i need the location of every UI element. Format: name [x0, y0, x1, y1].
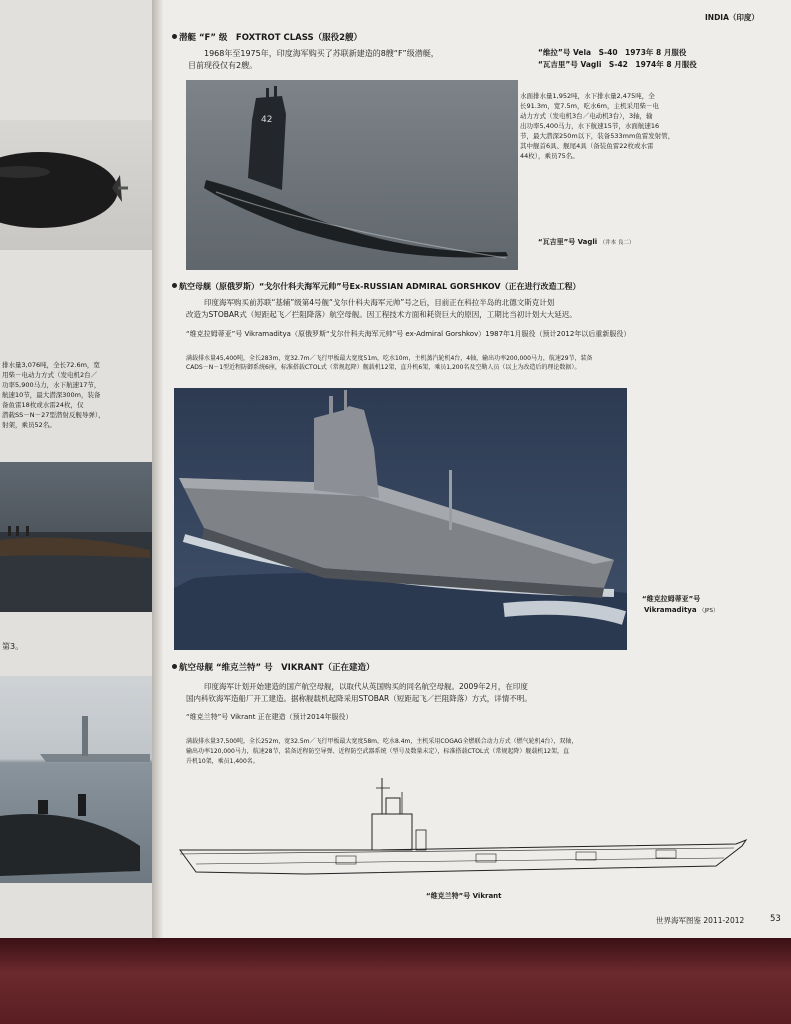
torpedo-image — [0, 120, 152, 250]
submarine-harbor-photo — [0, 676, 152, 883]
bullet-icon — [172, 283, 177, 288]
bullet-icon — [172, 664, 177, 669]
bullet-icon — [172, 34, 177, 39]
foxtrot-photo-credit: （井本 良二） — [599, 240, 635, 246]
submarine-surface-image — [0, 462, 152, 612]
gorshkov-heading: 航空母舰（原俄罗斯）“戈尔什科夫海军元帅”号Ex-RUSSIAN ADMIRAL GORSHKOV（正在进行改造工程） — [172, 282, 581, 292]
torpedo-photo — [0, 120, 152, 250]
footer-book-title: 世界海军图鉴 2011-2012 — [656, 916, 745, 925]
gorshkov-spec-line: 满载排水量45,400吨，全长283m，宽32.7m／飞行甲板最大宽度51m，吃水10m，主机蒸汽轮机4台，4轴，输出功率200,000马力，航速29节，装备 — [186, 355, 593, 362]
left-spec-line: 航速10节，最大潜深300m，装备 — [2, 391, 101, 399]
left-spec-line: 射架，乘员52名。 — [2, 421, 56, 429]
vikrant-spec-line: 升机10架，乘员1,400名。 — [186, 758, 259, 765]
vikrant-drawing-caption: “维克兰特”号 Vikrant — [426, 892, 502, 900]
foxtrot-para-line: 1968年至1975年，印度海军购买了苏联新建造的8艘“F”级潜艇， — [204, 49, 439, 58]
foxtrot-spec-line: 其中舰首6具、舰尾4具（备装鱼雷22枚或水雷 — [520, 142, 654, 150]
foxtrot-ship-line: “维拉”号 Vela S-40 1973年 8 月服役 — [538, 48, 687, 57]
gorshkov-para-line: 印度海军购买前苏联“基辅”级第4号舰“戈尔什科夫海军元帅”号之后，目前正在科拉半岛的北德文斯克计划 — [204, 298, 555, 307]
vikrant-heading: 航空母舰 “维克兰特” 号 VIKRANT（正在建造） — [172, 664, 374, 674]
left-spec-line: 排水量3,076吨，全长72.6m，宽 — [2, 361, 100, 369]
submarine-harbor-image — [0, 676, 152, 883]
left-page — [0, 0, 152, 940]
left-spec-line: 功率5,900马力，水下航速17节， — [2, 381, 101, 389]
left-spec-line: 用柴－电动力方式（发电机2台／ — [2, 371, 98, 379]
foxtrot-spec-line: 水面排水量1,952吨，水下排水量2,475吨，全 — [520, 92, 655, 100]
vikrant-line-drawing — [176, 774, 752, 886]
left-spec-line: 潜载SS－N－27型潜射反舰导弹）， — [2, 411, 105, 419]
carrier-image — [174, 388, 627, 650]
foxtrot-spec-line: 44枚），乘员75名。 — [520, 152, 579, 160]
page-number: 53 — [770, 914, 781, 924]
vikrant-para-line: 印度海军计划开始建造的国产航空母舰，以取代从英国购买的同名航空母舰。2009年2月，在印度 — [204, 682, 528, 691]
foxtrot-photo — [186, 80, 518, 270]
foxtrot-spec-line: 节，最大潜深250m以下，装备533mm鱼雷发射管， — [520, 132, 675, 140]
right-page — [164, 0, 791, 940]
foxtrot-spec-line: 出功率5,400马力，水下航速15节，水面航速16 — [520, 122, 660, 130]
foxtrot-spec-line: 动力方式（发电机3台／电动机3台），3轴，输 — [520, 112, 653, 120]
vikramaditya-photo-caption-en: Vikramaditya （JPS） — [644, 606, 719, 614]
vikrant-para-line: 国内科钦海军造船厂开工建造。据称舰载机起降采用STOBAR（短距起飞／拦阻降落）方式，详情不明。 — [186, 694, 532, 703]
vikramaditya-photo-caption: “维克拉姆蒂亚”号 — [642, 595, 701, 603]
gorshkov-para-line: 改造为STOBAR式（短距起飞／拦阻降落）航空母舰。因工程技术方面和耗资巨大的原因，工期比当初计划大大延迟。 — [186, 310, 577, 319]
vikrant-spec-line: 输出功率120,000马力，航速28节，装备近程防空导弹、近程防空武器系统（型号及数量未定），标准搭载CTOL式（常规起降）舰载机12架，直 — [186, 748, 570, 755]
vikrant-spec-line: 满载排水量37,500吨，全长252m，宽32.5m／飞行甲板最大宽度58m，吃水8.4m，主机采用COGAG全燃联合动力方式（燃气轮机4台），双轴， — [186, 738, 578, 745]
foxtrot-spec-line: 长91.3m，宽7.5m，吃水6m，主机采用柴－电 — [520, 102, 659, 110]
left-fragment-text: 第3。 — [2, 642, 24, 651]
vikramaditya-photo-credit: （JPS） — [699, 608, 719, 614]
vikramaditya-photo — [174, 388, 627, 650]
foxtrot-heading: 潜艇 “F” 级 FOXTROT CLASS（服役2艘） — [172, 34, 362, 44]
left-spec-line: 备鱼雷18枚或水雷24枚，仅 — [2, 401, 84, 409]
gorshkov-spec-line: CADS－N－1型近程防御系统6座，标准搭载CTOL式（常规起降）舰载机12架，直升机6架，乘员1,200名及空勤人员（以上为改造后的理论数据）。 — [186, 364, 581, 371]
country-header: INDIA（印度） — [705, 13, 759, 22]
book-spine — [152, 0, 164, 940]
foxtrot-submarine-image — [186, 80, 518, 270]
foxtrot-para-line: 目前现役仅有2艘。 — [188, 61, 258, 70]
gorshkov-ship-line: “维克拉姆蒂亚”号 Vikramaditya（原俄罗斯“戈尔什科夫海军元帅”号 ex-Admiral Gorshkov）1987年1月服役（预计2012年以后重新服役） — [186, 330, 631, 338]
vikrant-ship-line: “维克兰特”号 Vikrant 正在建造（预计2014年服役） — [186, 713, 353, 721]
submarine-surface-photo — [0, 462, 152, 612]
hull-number-label: 42 — [261, 115, 273, 125]
foxtrot-photo-caption: “瓦吉里”号 Vagli （井本 良二） — [538, 238, 635, 246]
background-surface — [0, 938, 791, 1024]
foxtrot-ship-line: “瓦吉里”号 Vagli S-42 1974年 8 月服役 — [538, 60, 697, 69]
